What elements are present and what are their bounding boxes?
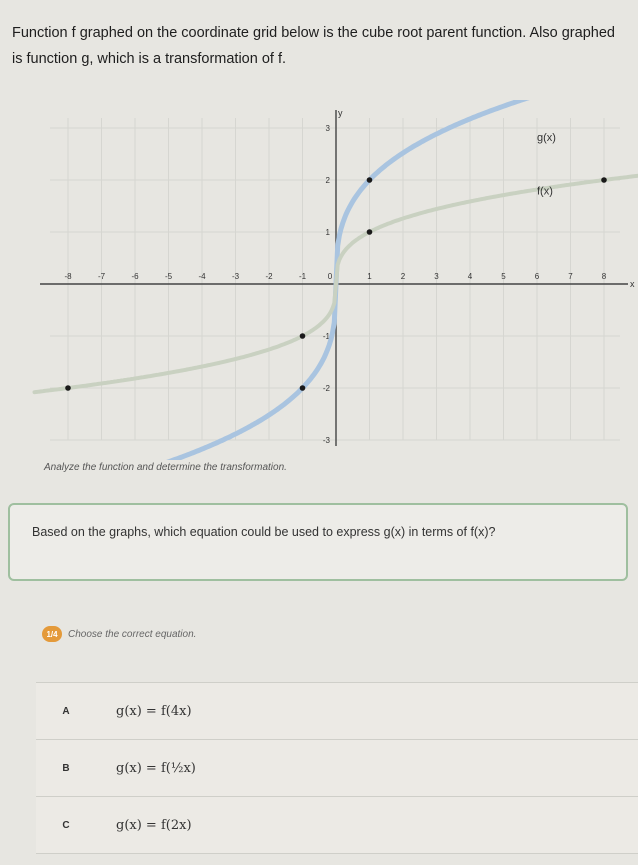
x-tick-label: -7 [97,272,106,281]
x-tick-label: -1 [298,272,307,281]
x-tick-label: 1 [367,272,372,281]
x-tick-label: 0 [327,272,333,281]
x-tick-label: -2 [265,272,273,281]
x-tick-label: 5 [501,272,506,281]
x-tick-label: 7 [568,272,573,281]
option-a[interactable] [36,682,638,739]
x-tick-label: -5 [164,272,173,281]
x-tick-label: 4 [467,272,473,281]
option-b-letter: B [62,762,70,774]
x-tick-label: -8 [64,272,72,281]
data-point [601,177,607,183]
coordinate-grid-chart [0,100,638,460]
option-c-equation: g(x) = f(2x) [116,817,192,833]
intro-text: Function f graphed on the coordinate grid below is the cube root parent function. Also graphed is function g, which is a transformation of f. [12,25,615,67]
instruction-text: Choose the correct equation. [68,628,197,640]
option-c-letter: C [62,819,70,831]
hint-badge: 1/4 [42,626,62,642]
data-point [367,229,373,235]
option-a-equation: g(x) = f(4x) [116,703,192,719]
option-c[interactable] [36,796,638,854]
chart-caption: Analyze the function and determine the transformation. [44,462,287,473]
option-b-equation: g(x) = f(½x) [116,760,196,776]
option-b[interactable] [36,739,638,796]
data-point [300,385,306,391]
data-point [300,333,306,339]
y-tick-label: 3 [325,124,330,133]
x-tick-label: 3 [434,272,439,281]
x-tick-label: -4 [198,272,206,281]
answer-options [36,682,638,854]
y-tick-label: 2 [325,176,330,185]
series-label-g: g(x) [537,132,556,144]
y-tick-label: 1 [325,228,330,237]
data-point [65,385,71,391]
y-axis-label: y [338,108,343,118]
x-tick-label: -3 [231,272,240,281]
y-tick-label: -1 [322,332,330,341]
x-tick-label: 2 [400,272,406,281]
option-a-letter: A [62,705,70,717]
series-label-f: f(x) [537,185,553,198]
y-tick-label: -2 [322,384,330,393]
x-axis-label: x [630,279,635,289]
question-card [8,503,628,581]
x-tick-label: -6 [131,272,139,281]
x-tick-label: 8 [601,272,607,281]
chart-svg [0,100,638,460]
question-text: Based on the graphs, which equation could be used to express g(x) in terms of f(x)? [32,525,496,539]
x-tick-label: 6 [534,272,540,281]
instruction-row [42,626,196,642]
y-tick-label: -3 [322,436,330,445]
data-point [367,177,373,183]
